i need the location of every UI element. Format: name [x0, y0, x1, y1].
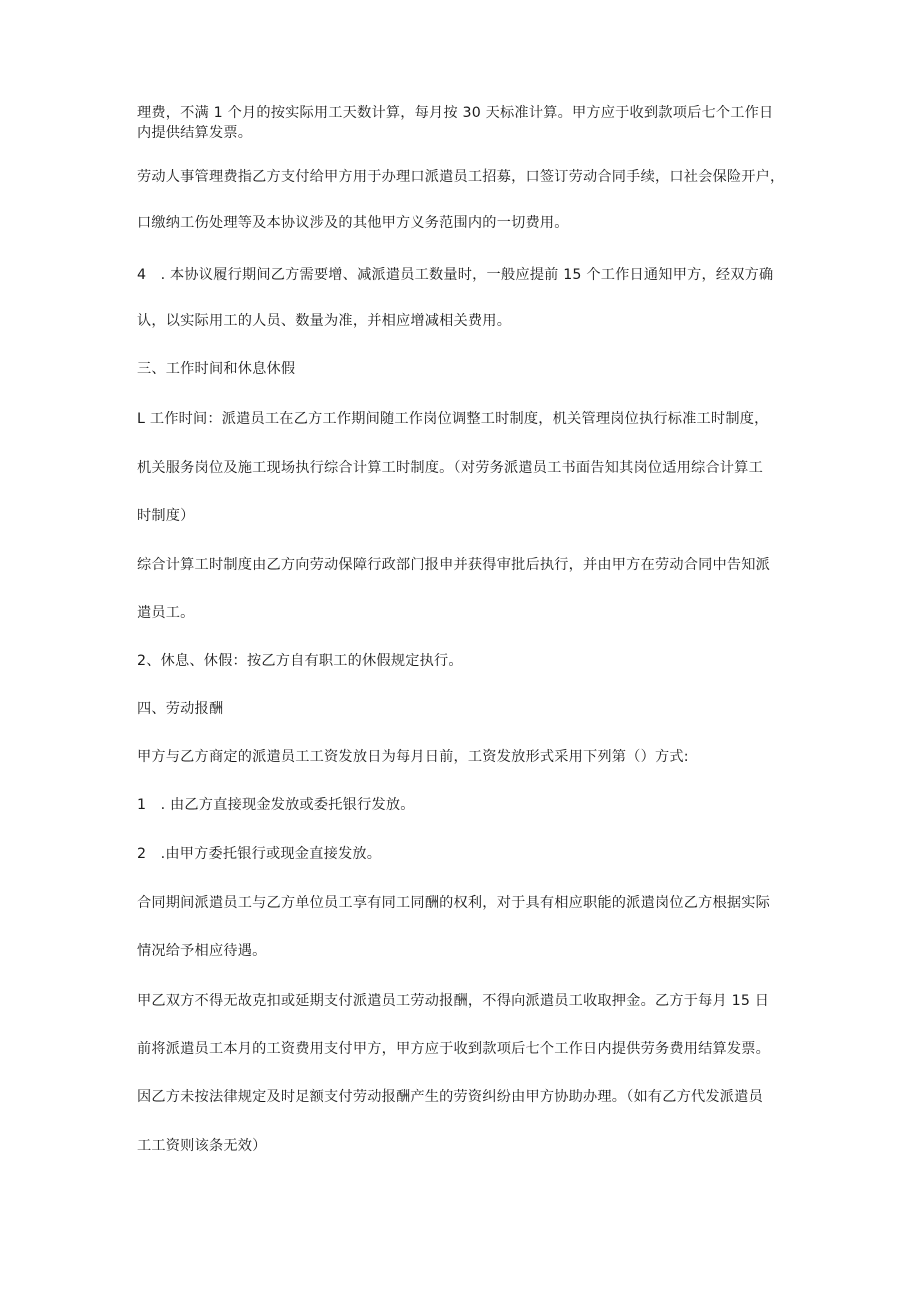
- text-line: 因乙方未按法律规定及时足额支付劳动报酬产生的劳资纠纷由甲方协助办理。（如有乙方代发派遣员: [137, 1089, 763, 1105]
- text-line: 前将派遣员工本月的工资费用支付甲方，甲方应于收到款项后七个工作日内提供劳务费用结算发票。: [137, 1041, 771, 1057]
- text-line: 内提供结算发票。: [137, 125, 253, 141]
- section-heading: 三、工作时间和休息休假: [137, 361, 296, 377]
- text-line: 工工资则该条无效）: [137, 1138, 267, 1154]
- text-line: 劳动人事管理费指乙方支付给甲方用于办理口派遣员工招募，口签订劳动合同手续，口社会保险开户，: [137, 169, 785, 185]
- text-line: 合同期间派遣员工与乙方单位员工享有同工同酬的权利，对于具有相应职能的派遣岗位乙方根据实际: [137, 895, 771, 911]
- text-line: 1 . 由乙方直接现金发放或委托银行发放。: [137, 797, 415, 813]
- text-line: 认，以实际用工的人员、数量为准，并相应增减相关费用。: [137, 313, 512, 329]
- section-heading: 四、劳动报酬: [137, 701, 224, 717]
- text-line: 理费，不满 1 个月的按实际用工天数计算，每月按 30 天标准计算。甲方应于收到款项后七个工作日: [137, 105, 774, 121]
- text-line: 情况给予相应待遇。: [137, 943, 267, 959]
- text-line: 4 . 本协议履行期间乙方需要增、减派遣员工数量时，一般应提前 15 个工作日通知甲方，经双方确: [137, 267, 774, 283]
- text-line: 时制度）: [137, 508, 195, 524]
- text-line: L 工作时间：派遣员工在乙方工作期间随工作岗位调整工时制度，机关管理岗位执行标准工时制度，: [137, 411, 769, 427]
- text-line: 甲方与乙方商定的派遣员工工资发放日为每月日前，工资发放形式采用下列第（）方式:: [137, 749, 689, 765]
- text-line: 机关服务岗位及施工现场执行综合计算工时制度。（对劳务派遣员工书面告知其岗位适用综合计算工: [137, 460, 763, 476]
- text-line: 2、休息、休假：按乙方自有职工的休假规定执行。: [137, 653, 463, 669]
- text-line: 2 .由甲方委托银行或现金直接发放。: [137, 846, 382, 862]
- text-line: 综合计算工时制度由乙方向劳动保障行政部门报申并获得审批后执行，并由甲方在劳动合同中告知派: [137, 557, 771, 573]
- text-line: 口缴纳工伤处理等及本协议涉及的其他甲方义务范围内的一切费用。: [137, 215, 569, 231]
- text-line: 遣员工。: [137, 605, 195, 621]
- text-line: 甲乙双方不得无故克扣或延期支付派遣员工劳动报酬，不得向派遣员工收取押金。乙方于每月 15 日: [137, 993, 770, 1009]
